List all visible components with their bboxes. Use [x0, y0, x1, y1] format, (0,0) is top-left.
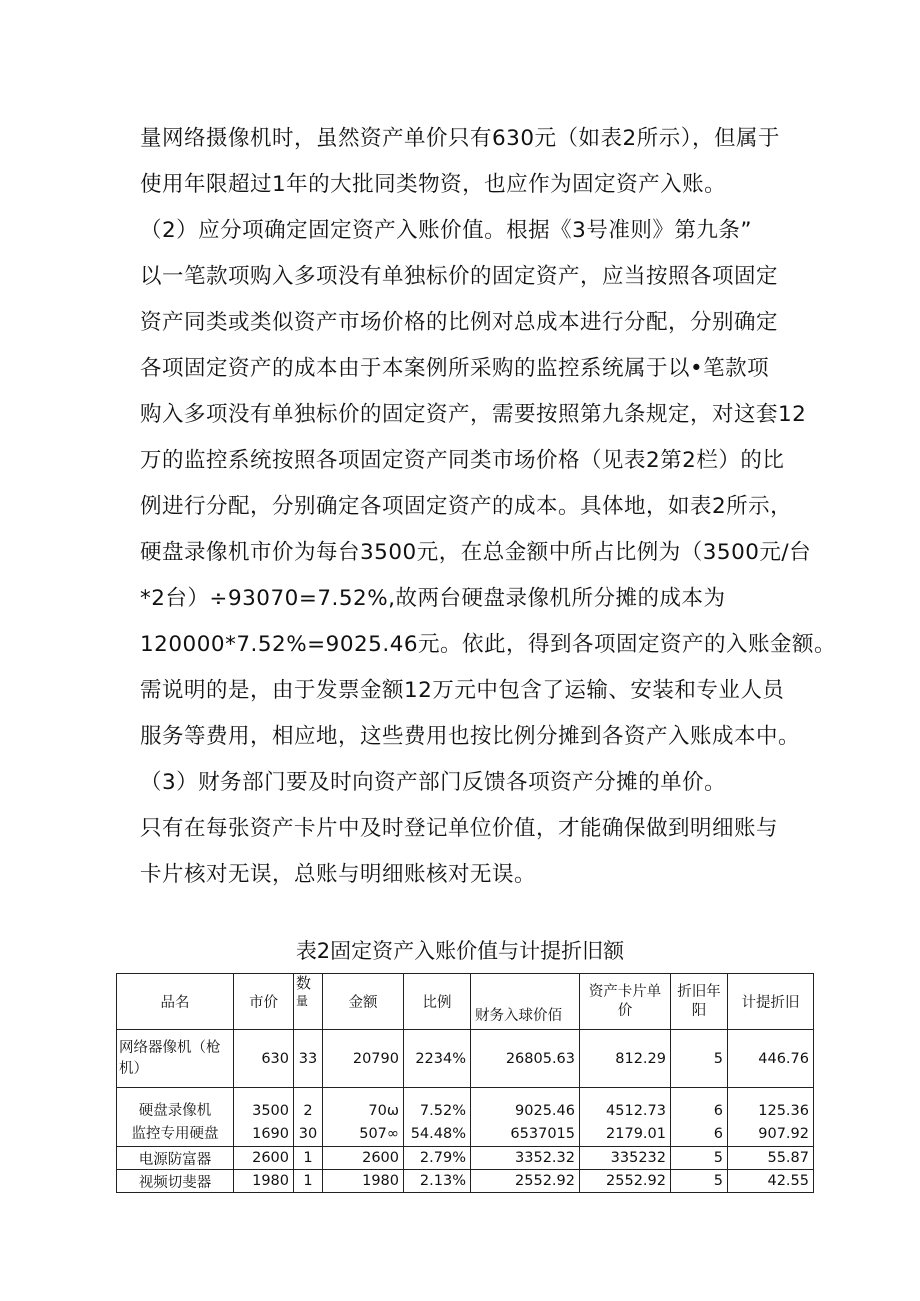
row-depreciation: 907.92 [758, 1126, 809, 1142]
row-unit-price: 4512.73 [606, 1103, 666, 1119]
row-ratio: 2234% [404, 1030, 471, 1088]
row-qty: 30 [298, 1126, 318, 1142]
header-years-line2: 阳 [691, 1002, 707, 1019]
text-line: 120000*7.52%=9025.46元。依此，得到各项固定资产的入账金额。 [140, 632, 837, 657]
table-caption: 表2固定资产入账价值与计提折旧额 [295, 939, 625, 963]
text-line: *2台）÷93070=7.52%,故两台硬盘录像机所分摊的成本为 [140, 586, 726, 611]
row-name: 电源防富器 [117, 1147, 234, 1170]
table-header-row [117, 974, 814, 1030]
row-name-pair [117, 1088, 234, 1147]
row-price: 1980 [234, 1170, 294, 1193]
row-name: 硬盘录像机 [138, 1103, 212, 1119]
row-unit-price-pair [580, 1088, 671, 1147]
table-row [117, 1170, 814, 1193]
row-qty: 1 [294, 1170, 323, 1193]
row-unit-price: 2552.92 [580, 1170, 671, 1193]
header-card-price-line2: 价 [617, 1002, 633, 1019]
row-depreciation: 446.76 [728, 1030, 814, 1088]
text-line: 需说明的是，由于发票金额12万元中包含了运输、安装和专业人员 [140, 678, 785, 703]
text-line: 量网络摄像机时，虽然资产单价只有630元（如表2所示），但属于 [140, 126, 780, 151]
row-qty-pair [294, 1088, 323, 1147]
table-row [117, 1030, 814, 1088]
row-amount-pair [323, 1088, 404, 1147]
text-line: 只有在每张资产卡片中及时登记单位价值，才能确保做到明细账与 [140, 816, 779, 841]
table-row [117, 1147, 814, 1170]
text-line: 卡片核对无误，总账与明细账核对无误。 [140, 862, 537, 887]
row-qty: 33 [294, 1030, 323, 1088]
row-ratio: 7.52% [419, 1103, 466, 1119]
header-market-price: 市价 [234, 974, 294, 1030]
text-line: 万的监控系统按照各项固定资产同类市场价格（见表2第2栏）的比 [140, 448, 785, 473]
row-name: 视频切斐器 [117, 1170, 234, 1193]
row-book-value: 9025.46 [515, 1103, 575, 1119]
header-amount: 金额 [323, 974, 404, 1030]
row-book-value: 26805.63 [471, 1030, 580, 1088]
text-line: 以一笔款项购入多项没有单独标价的固定资产，应当按照各项固定 [140, 264, 779, 289]
text-line: 各项固定资产的成本由于本案例所采购的监控系统属于以•笔款项 [140, 356, 770, 381]
header-quantity-line2: 量 [296, 994, 309, 1008]
row-name: 监控专用硬盘 [131, 1126, 219, 1142]
asset-table [116, 973, 814, 1193]
header-years-line1: 折旧年 [677, 983, 721, 1000]
row-years: 5 [671, 1147, 728, 1170]
row-depreciation-pair [728, 1088, 814, 1147]
header-depreciation: 计提折旧 [728, 974, 814, 1030]
text-line: （2）应分项确定固定资产入账价值。根据《3号准则》第九条” [140, 218, 752, 243]
header-card-price [580, 974, 671, 1030]
row-years: 6 [713, 1103, 723, 1119]
header-quantity-line1: 数 [296, 974, 312, 992]
text-line: 购入多项没有单独标价的固定资产，需要按照第九条规定，对这套12 [140, 402, 807, 427]
text-line: 例进行分配，分别确定各项固定资产的成本。具体地，如表2所示， [140, 494, 793, 519]
header-card-price-line1: 资产卡片单 [588, 983, 662, 1000]
header-ratio: 比例 [404, 974, 471, 1030]
row-amount: 2600 [323, 1147, 404, 1170]
row-years: 6 [713, 1126, 723, 1142]
row-price: 1690 [252, 1126, 289, 1142]
row-qty: 2 [303, 1103, 313, 1119]
table-row-merged [117, 1088, 814, 1147]
row-depreciation: 125.36 [758, 1103, 809, 1119]
row-years: 5 [671, 1030, 728, 1088]
row-unit-price: 335232 [580, 1147, 671, 1170]
row-price-pair [234, 1088, 294, 1147]
header-quantity [294, 974, 323, 1030]
text-line: 硬盘录像机市价为每台3500元，在总金额中所占比例为（3500元/台 [140, 540, 812, 565]
row-price: 630 [234, 1030, 294, 1088]
row-ratio-pair [404, 1088, 471, 1147]
text-line: （3）财务部门要及时向资产部门反馈各项资产分摊的单价。 [140, 770, 727, 795]
header-years [671, 974, 728, 1030]
row-depreciation: 55.87 [728, 1147, 814, 1170]
row-ratio: 2.13% [404, 1170, 471, 1193]
text-line: 服务等费用，相应地，这些费用也按比例分摊到各资产入账成本中。 [140, 724, 801, 749]
row-book-value: 3352.32 [471, 1147, 580, 1170]
row-book-value-pair [471, 1088, 580, 1147]
header-name: 品名 [117, 974, 234, 1030]
row-name: 网络器像机（枪机） [117, 1030, 234, 1088]
text-line: 资产同类或类似资产市场价格的比例对总成本进行分配，分别确定 [140, 310, 779, 335]
row-years: 5 [671, 1170, 728, 1193]
row-price: 2600 [234, 1147, 294, 1170]
row-book-value: 6537015 [510, 1126, 575, 1142]
row-years-pair [671, 1088, 728, 1147]
row-amount: 20790 [323, 1030, 404, 1088]
row-ratio: 2.79% [404, 1147, 471, 1170]
row-ratio: 54.48% [410, 1126, 466, 1142]
row-amount: 1980 [323, 1170, 404, 1193]
text-line: 使用年限超过1年的大批同类物资，也应作为固定资产入账。 [140, 172, 727, 197]
row-price: 3500 [252, 1103, 289, 1119]
row-depreciation: 42.55 [728, 1170, 814, 1193]
header-book-value: 财务入球价佰 [471, 974, 580, 1030]
row-qty: 1 [294, 1147, 323, 1170]
row-unit-price: 2179.01 [606, 1126, 666, 1142]
row-amount: 70ω [368, 1103, 399, 1119]
row-unit-price: 812.29 [580, 1030, 671, 1088]
row-amount: 507∞ [359, 1126, 399, 1142]
row-book-value: 2552.92 [471, 1170, 580, 1193]
